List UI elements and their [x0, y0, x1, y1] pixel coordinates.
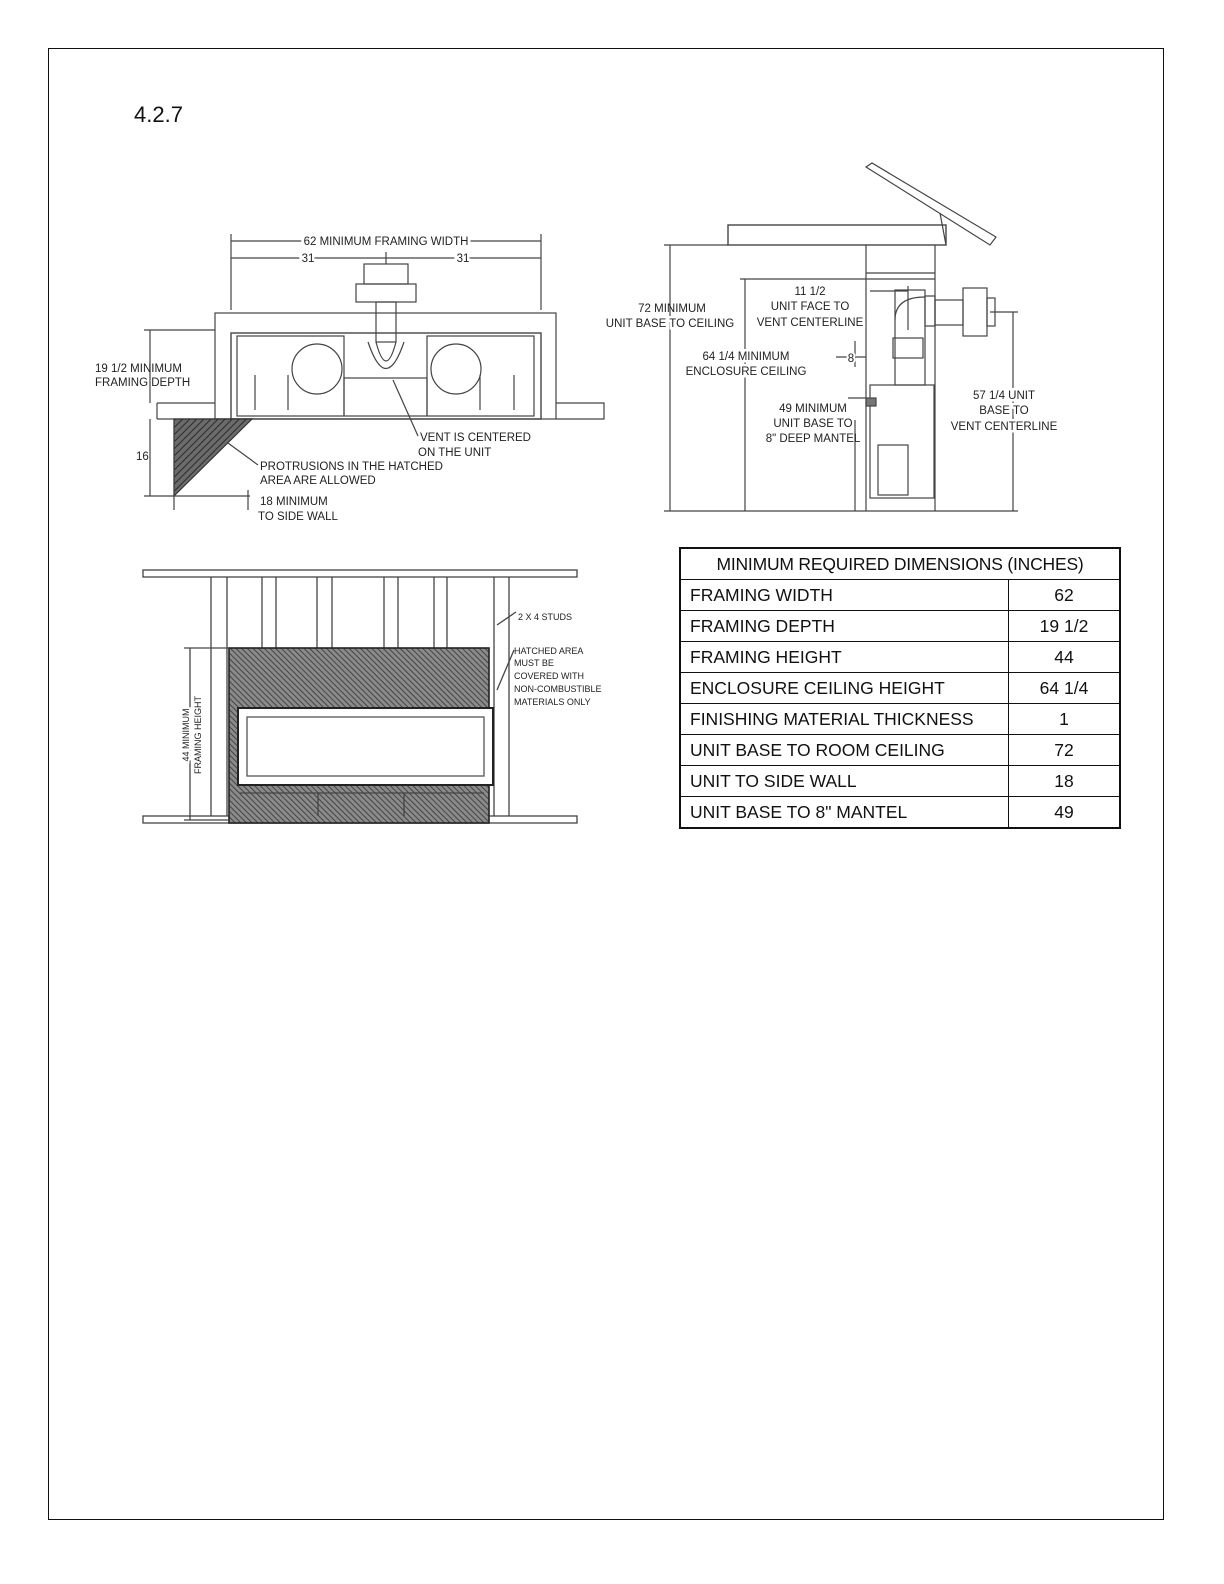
framing-depth-label-1: 19 1/2 MINIMUM	[95, 363, 182, 375]
offset-dim: 8	[847, 353, 855, 365]
front-view-drawing	[143, 570, 577, 823]
row-value: 1	[1009, 704, 1121, 735]
ceiling-dim-1: 72 MINIMUM	[638, 303, 706, 315]
table-row	[680, 766, 1120, 797]
mantel-dim-3: 8" DEEP MANTEL	[765, 433, 861, 445]
row-label: UNIT BASE TO 8" MANTEL	[680, 797, 1009, 829]
face-dim-3: VENT CENTERLINE	[756, 317, 864, 329]
row-label: FRAMING DEPTH	[680, 611, 1009, 642]
row-value: 72	[1009, 735, 1121, 766]
table-row	[680, 580, 1120, 611]
row-value: 64 1/4	[1009, 673, 1121, 704]
vent-dim-1: 57 1/4 UNIT	[973, 390, 1035, 402]
table-row	[680, 797, 1120, 829]
table-row	[680, 642, 1120, 673]
framing-height-1: 44 MINIMUM	[181, 708, 191, 762]
protrusion-note-2: AREA ARE ALLOWED	[260, 475, 376, 487]
hatched-note-3: COVERED WITH	[514, 671, 585, 681]
hatched-note-4: NON-COMBUSTIBLE	[514, 684, 602, 694]
row-label: ENCLOSURE CEILING HEIGHT	[680, 673, 1009, 704]
hatched-note-2: MUST BE	[514, 658, 554, 668]
face-dim-1: 11 1/2	[794, 286, 826, 298]
row-value: 49	[1009, 797, 1121, 829]
vent-note-2: ON THE UNIT	[418, 447, 492, 459]
side-dimension: 16	[136, 451, 149, 463]
vent-note-1: VENT IS CENTERED	[420, 432, 531, 444]
protrusion-note-1: PROTRUSIONS IN THE HATCHED	[260, 461, 443, 473]
mantel-dim-2: UNIT BASE TO	[773, 418, 853, 430]
hatched-note-1: HATCHED AREA	[514, 646, 584, 656]
mantel-dim-1: 49 MINIMUM	[779, 403, 847, 415]
side-wall-note-1: 18 MINIMUM	[260, 496, 328, 508]
enclosure-dim-2: ENCLOSURE CEILING	[685, 366, 807, 378]
face-dim-2: UNIT FACE TO	[770, 301, 850, 313]
enclosure-dim-1: 64 1/4 MINIMUM	[702, 351, 790, 363]
row-label: FINISHING MATERIAL THICKNESS	[680, 704, 1009, 735]
table-row	[680, 611, 1120, 642]
studs-label: 2 X 4 STUDS	[518, 612, 573, 622]
hatched-note-5: MATERIALS ONLY	[514, 697, 591, 707]
framing-width-label: 62 MINIMUM FRAMING WIDTH	[303, 236, 469, 248]
table-row	[680, 704, 1120, 735]
row-value: 19 1/2	[1009, 611, 1121, 642]
row-value: 62	[1009, 580, 1121, 611]
row-label: UNIT BASE TO ROOM CEILING	[680, 735, 1009, 766]
row-value: 18	[1009, 766, 1121, 797]
section-number: 4.2.7	[134, 102, 183, 127]
side-view-drawing	[664, 163, 1018, 511]
table-title: MINIMUM REQUIRED DIMENSIONS (INCHES)	[680, 548, 1120, 580]
table-row	[680, 673, 1120, 704]
side-wall-note-2: TO SIDE WALL	[258, 511, 338, 523]
framing-height-2: FRAMING HEIGHT	[193, 696, 203, 774]
row-label: UNIT TO SIDE WALL	[680, 766, 1009, 797]
ceiling-dim-2: UNIT BASE TO CEILING	[605, 318, 735, 330]
row-value: 44	[1009, 642, 1121, 673]
row-label: FRAMING WIDTH	[680, 580, 1009, 611]
row-label: FRAMING HEIGHT	[680, 642, 1009, 673]
half-width-right: 31	[456, 253, 470, 265]
min-dimensions-table	[679, 547, 1121, 829]
table-row	[680, 735, 1120, 766]
framing-depth-label-2: FRAMING DEPTH	[95, 377, 191, 389]
half-width-left: 31	[301, 253, 315, 265]
vent-dim-3: VENT CENTERLINE	[950, 421, 1058, 433]
vent-dim-2: BASE TO	[979, 405, 1029, 417]
